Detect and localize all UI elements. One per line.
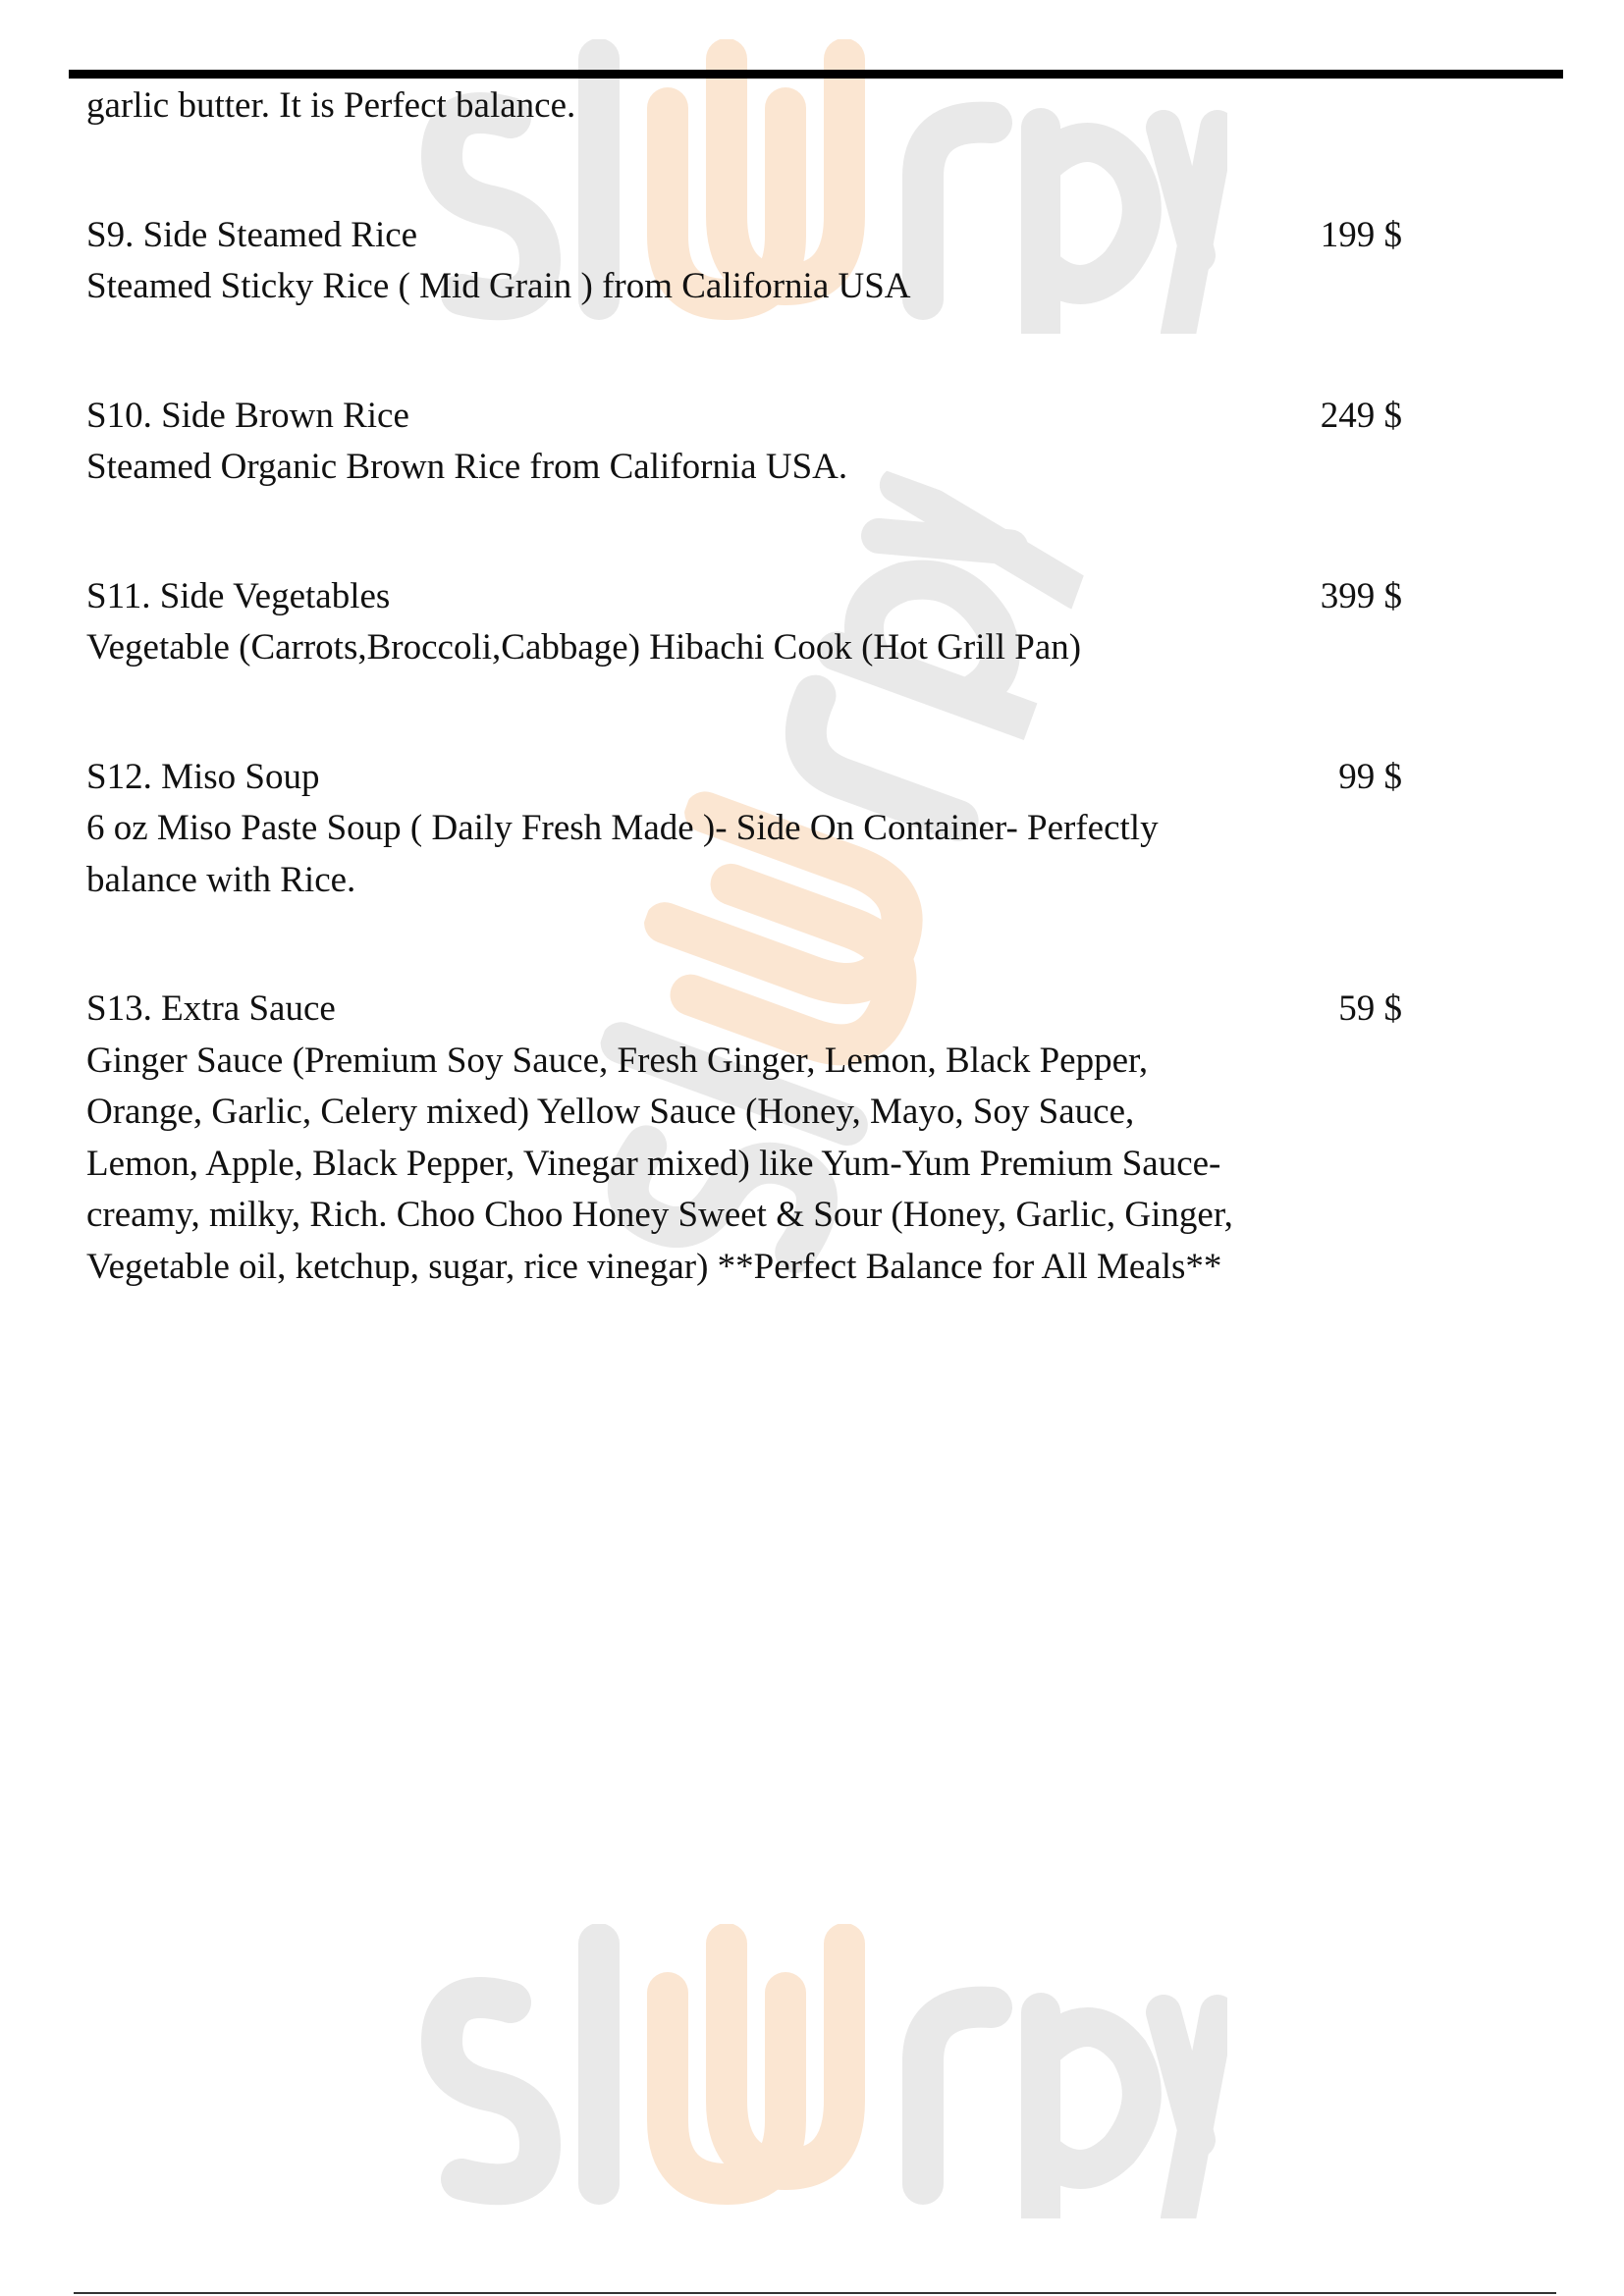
menu-item: [86, 571, 1402, 674]
item-name: S9. Side Steamed Rice: [86, 214, 418, 255]
menu-content: [86, 80, 1402, 1370]
item-description: Steamed Organic Brown Rice from California USA.: [86, 447, 848, 487]
top-divider: [69, 70, 1563, 79]
item-price: 399 $: [1320, 575, 1402, 616]
item-name: S11. Side Vegetables: [86, 575, 391, 616]
item-name: S10. Side Brown Rice: [86, 395, 409, 436]
watermark-logo: [403, 1924, 1227, 2218]
item-price: 249 $: [1320, 395, 1402, 436]
item-description: Steamed Sticky Rice ( Mid Grain ) from California USA: [86, 266, 911, 306]
bottom-divider: [74, 2292, 1556, 2294]
item-price: 199 $: [1320, 214, 1402, 255]
item-price: 99 $: [1338, 756, 1402, 797]
continued-description: garlic butter. It is Perfect balance.: [86, 85, 576, 126]
item-description: Vegetable (Carrots,Broccoli,Cabbage) Hibachi Cook (Hot Grill Pan): [86, 627, 1082, 667]
item-description: Ginger Sauce (Premium Soy Sauce, Fresh Ginger, Lemon, Black Pepper, Orange, Garlic, Celery mixed) Yellow Sauce (Honey, Mayo, Soy Sauce, Lemon, Apple, Black Pepper, Vinegar mixed) like Yum-Yum Premium Sauce- creamy, milky, Rich. Choo Choo Honey Sweet & Sour (Honey, Garlic, Ginger, Vegetable oil, ketchup, sugar, rice vinegar) **Perfect Balance for All Meals**: [86, 1040, 1233, 1287]
menu-item: [86, 210, 1402, 313]
menu-item: [86, 984, 1402, 1293]
item-name: S12. Miso Soup: [86, 756, 320, 797]
menu-item: [86, 752, 1402, 907]
item-name: S13. Extra Sauce: [86, 988, 336, 1029]
menu-item: [86, 391, 1402, 494]
item-description: 6 oz Miso Paste Soup ( Daily Fresh Made )- Side On Container- Perfectly balance with Rice.: [86, 808, 1159, 900]
item-price: 59 $: [1338, 988, 1402, 1029]
